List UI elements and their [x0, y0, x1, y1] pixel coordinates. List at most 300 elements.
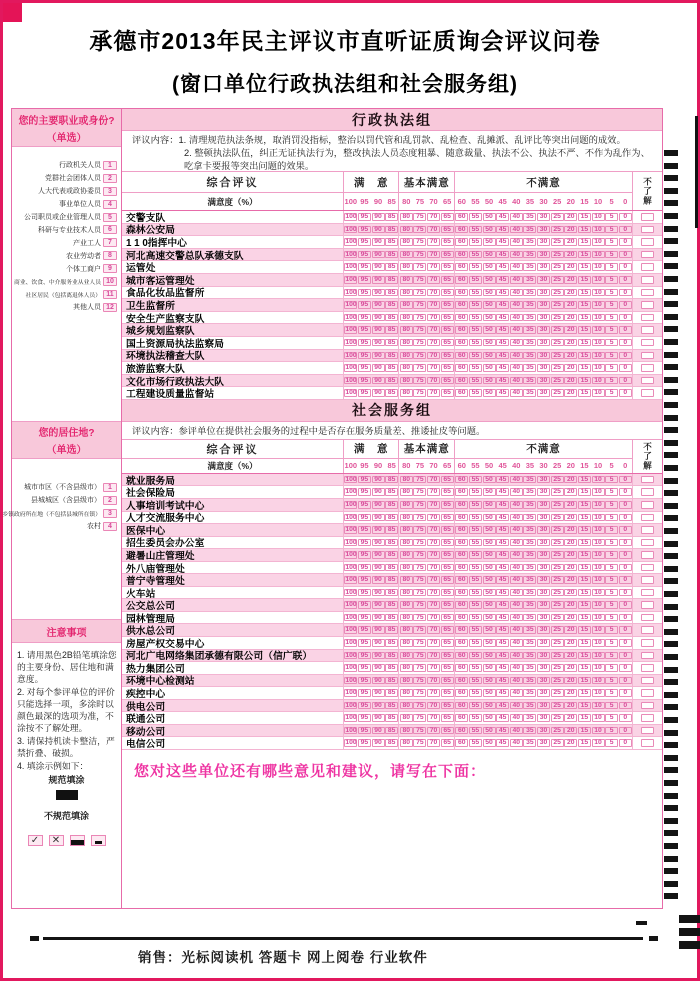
unknown-bubble[interactable] [641, 352, 654, 360]
option-bubble[interactable]: 9 [103, 264, 117, 273]
score-bubble[interactable]: 45 [496, 301, 509, 309]
score-bubble[interactable]: 10 [592, 301, 605, 309]
score-bubble[interactable]: 45 [496, 714, 509, 722]
score-bubble[interactable]: 90 [372, 564, 385, 572]
score-bubble[interactable]: 65 [441, 301, 454, 309]
score-bubble[interactable]: 5 [605, 339, 618, 347]
score-bubble[interactable]: 0 [619, 339, 632, 347]
score-bubble[interactable]: 70 [427, 639, 440, 647]
score-bubble[interactable]: 15 [578, 714, 591, 722]
score-bubble[interactable]: 20 [564, 589, 577, 597]
score-bubble[interactable]: 55 [469, 213, 482, 221]
score-bubble[interactable]: 40 [510, 314, 523, 322]
score-bubble[interactable]: 55 [469, 276, 482, 284]
score-bubble[interactable]: 100 [345, 563, 357, 571]
score-bubble[interactable]: 40 [510, 576, 523, 584]
score-bubble[interactable]: 30 [537, 339, 550, 347]
score-bubble[interactable]: 25 [551, 276, 564, 284]
score-bubble[interactable]: 40 [510, 677, 523, 685]
score-bubble[interactable]: 15 [578, 626, 591, 634]
unknown-bubble[interactable] [641, 614, 654, 622]
score-bubble[interactable]: 75 [413, 589, 426, 597]
score-bubble[interactable]: 95 [358, 576, 371, 584]
score-bubble[interactable]: 25 [551, 238, 564, 246]
score-bubble[interactable]: 100 [345, 351, 357, 359]
score-bubble[interactable]: 95 [358, 689, 371, 697]
score-bubble[interactable]: 20 [564, 326, 577, 334]
unknown-bubble[interactable] [641, 289, 654, 297]
score-bubble[interactable]: 45 [496, 539, 509, 547]
score-bubble[interactable]: 5 [605, 476, 618, 484]
score-bubble[interactable]: 15 [578, 326, 591, 334]
score-bubble[interactable]: 10 [592, 377, 605, 385]
score-bubble[interactable]: 95 [358, 476, 371, 484]
score-bubble[interactable]: 70 [427, 727, 440, 735]
score-bubble[interactable]: 80 [400, 551, 413, 559]
score-bubble[interactable]: 65 [441, 677, 454, 685]
score-bubble[interactable]: 60 [455, 476, 468, 484]
score-bubble[interactable]: 70 [427, 626, 440, 634]
score-bubble[interactable]: 10 [592, 476, 605, 484]
score-bubble[interactable]: 65 [441, 238, 454, 246]
score-bubble[interactable]: 65 [441, 389, 454, 397]
score-bubble[interactable]: 50 [483, 714, 496, 722]
score-bubble[interactable]: 85 [385, 226, 398, 234]
score-bubble[interactable]: 15 [578, 576, 591, 584]
score-bubble[interactable]: 70 [427, 251, 440, 259]
score-bubble[interactable]: 75 [413, 551, 426, 559]
score-bubble[interactable]: 25 [551, 377, 564, 385]
score-bubble[interactable]: 35 [523, 526, 536, 534]
score-bubble[interactable]: 65 [441, 626, 454, 634]
score-bubble[interactable]: 70 [427, 364, 440, 372]
score-bubble[interactable]: 45 [496, 664, 509, 672]
score-bubble[interactable]: 0 [619, 639, 632, 647]
unknown-bubble[interactable] [641, 488, 654, 496]
score-bubble[interactable]: 10 [592, 501, 605, 509]
score-bubble[interactable]: 40 [510, 377, 523, 385]
score-bubble[interactable]: 65 [441, 289, 454, 297]
score-bubble[interactable]: 5 [605, 238, 618, 246]
score-bubble[interactable]: 15 [578, 689, 591, 697]
score-bubble[interactable]: 35 [523, 314, 536, 322]
score-bubble[interactable]: 35 [523, 251, 536, 259]
score-bubble[interactable]: 60 [455, 714, 468, 722]
score-bubble[interactable]: 5 [605, 301, 618, 309]
score-bubble[interactable]: 95 [358, 352, 371, 360]
score-bubble[interactable]: 95 [358, 389, 371, 397]
score-bubble[interactable]: 20 [564, 339, 577, 347]
score-bubble[interactable]: 30 [537, 213, 550, 221]
score-bubble[interactable]: 15 [578, 601, 591, 609]
score-bubble[interactable]: 65 [441, 576, 454, 584]
score-bubble[interactable]: 20 [564, 476, 577, 484]
score-bubble[interactable]: 85 [385, 389, 398, 397]
score-bubble[interactable]: 90 [372, 238, 385, 246]
score-bubble[interactable]: 20 [564, 389, 577, 397]
score-bubble[interactable]: 5 [605, 251, 618, 259]
score-bubble[interactable]: 80 [400, 576, 413, 584]
score-bubble[interactable]: 55 [469, 564, 482, 572]
score-bubble[interactable]: 40 [510, 539, 523, 547]
score-bubble[interactable]: 0 [619, 689, 632, 697]
score-bubble[interactable]: 35 [523, 702, 536, 710]
score-bubble[interactable]: 5 [605, 539, 618, 547]
score-bubble[interactable]: 20 [564, 739, 577, 747]
unknown-bubble[interactable] [641, 314, 654, 322]
score-bubble[interactable]: 100 [345, 689, 357, 697]
score-bubble[interactable]: 85 [385, 488, 398, 496]
score-bubble[interactable]: 100 [345, 250, 357, 258]
score-bubble[interactable]: 100 [345, 701, 357, 709]
score-bubble[interactable]: 25 [551, 551, 564, 559]
score-bubble[interactable]: 80 [400, 213, 413, 221]
score-bubble[interactable]: 15 [578, 739, 591, 747]
score-bubble[interactable]: 10 [592, 564, 605, 572]
score-bubble[interactable]: 70 [427, 488, 440, 496]
unknown-bubble[interactable] [641, 213, 654, 221]
score-bubble[interactable]: 15 [578, 377, 591, 385]
score-bubble[interactable]: 25 [551, 226, 564, 234]
score-bubble[interactable]: 65 [441, 639, 454, 647]
score-bubble[interactable]: 75 [413, 377, 426, 385]
score-bubble[interactable]: 90 [372, 727, 385, 735]
score-bubble[interactable]: 30 [537, 702, 550, 710]
score-bubble[interactable]: 30 [537, 564, 550, 572]
score-bubble[interactable]: 55 [469, 576, 482, 584]
score-bubble[interactable]: 55 [469, 664, 482, 672]
option-bubble[interactable]: 12 [103, 303, 117, 312]
score-bubble[interactable]: 95 [358, 238, 371, 246]
score-bubble[interactable]: 75 [413, 677, 426, 685]
score-bubble[interactable]: 70 [427, 677, 440, 685]
score-bubble[interactable]: 30 [537, 551, 550, 559]
score-bubble[interactable]: 60 [455, 689, 468, 697]
score-bubble[interactable]: 35 [523, 226, 536, 234]
score-bubble[interactable]: 55 [469, 301, 482, 309]
score-bubble[interactable]: 10 [592, 339, 605, 347]
score-bubble[interactable]: 40 [510, 514, 523, 522]
score-bubble[interactable]: 30 [537, 689, 550, 697]
score-bubble[interactable]: 65 [441, 702, 454, 710]
score-bubble[interactable]: 90 [372, 389, 385, 397]
score-bubble[interactable]: 95 [358, 488, 371, 496]
score-bubble[interactable]: 0 [619, 213, 632, 221]
score-bubble[interactable]: 45 [496, 339, 509, 347]
unknown-bubble[interactable] [641, 626, 654, 634]
score-bubble[interactable]: 75 [413, 576, 426, 584]
score-bubble[interactable]: 55 [469, 389, 482, 397]
score-bubble[interactable]: 65 [441, 689, 454, 697]
score-bubble[interactable]: 95 [358, 652, 371, 660]
score-bubble[interactable]: 90 [372, 251, 385, 259]
score-bubble[interactable]: 50 [483, 352, 496, 360]
score-bubble[interactable]: 35 [523, 652, 536, 660]
score-bubble[interactable]: 5 [605, 488, 618, 496]
score-bubble[interactable]: 80 [400, 677, 413, 685]
score-bubble[interactable]: 100 [345, 501, 357, 509]
score-bubble[interactable]: 80 [400, 539, 413, 547]
score-bubble[interactable]: 75 [413, 727, 426, 735]
score-bubble[interactable]: 45 [496, 213, 509, 221]
score-bubble[interactable]: 70 [427, 564, 440, 572]
score-bubble[interactable]: 95 [358, 326, 371, 334]
score-bubble[interactable]: 20 [564, 213, 577, 221]
score-bubble[interactable]: 70 [427, 339, 440, 347]
score-bubble[interactable]: 0 [619, 352, 632, 360]
score-bubble[interactable]: 80 [400, 377, 413, 385]
unknown-bubble[interactable] [641, 664, 654, 672]
score-bubble[interactable]: 35 [523, 589, 536, 597]
unknown-bubble[interactable] [641, 263, 654, 271]
score-bubble[interactable]: 20 [564, 564, 577, 572]
score-bubble[interactable]: 90 [372, 689, 385, 697]
score-bubble[interactable]: 70 [427, 539, 440, 547]
score-bubble[interactable]: 85 [385, 601, 398, 609]
score-bubble[interactable]: 100 [345, 626, 357, 634]
score-bubble[interactable]: 10 [592, 739, 605, 747]
unknown-bubble[interactable] [641, 576, 654, 584]
score-bubble[interactable]: 50 [483, 576, 496, 584]
score-bubble[interactable]: 0 [619, 626, 632, 634]
score-bubble[interactable]: 30 [537, 589, 550, 597]
score-bubble[interactable]: 10 [592, 364, 605, 372]
score-bubble[interactable]: 80 [400, 263, 413, 271]
score-bubble[interactable]: 30 [537, 251, 550, 259]
score-bubble[interactable]: 50 [483, 689, 496, 697]
score-bubble[interactable]: 45 [496, 526, 509, 534]
score-bubble[interactable]: 80 [400, 739, 413, 747]
score-bubble[interactable]: 95 [358, 377, 371, 385]
score-bubble[interactable]: 65 [441, 488, 454, 496]
score-bubble[interactable]: 15 [578, 677, 591, 685]
score-bubble[interactable]: 90 [372, 501, 385, 509]
score-bubble[interactable]: 45 [496, 727, 509, 735]
score-bubble[interactable]: 65 [441, 589, 454, 597]
score-bubble[interactable]: 50 [483, 601, 496, 609]
score-bubble[interactable]: 5 [605, 576, 618, 584]
score-bubble[interactable]: 0 [619, 238, 632, 246]
score-bubble[interactable]: 5 [605, 226, 618, 234]
score-bubble[interactable]: 40 [510, 251, 523, 259]
score-bubble[interactable]: 75 [413, 364, 426, 372]
score-bubble[interactable]: 0 [619, 289, 632, 297]
score-bubble[interactable]: 45 [496, 289, 509, 297]
score-bubble[interactable]: 90 [372, 352, 385, 360]
score-bubble[interactable]: 40 [510, 238, 523, 246]
score-bubble[interactable]: 65 [441, 352, 454, 360]
score-bubble[interactable]: 80 [400, 702, 413, 710]
score-bubble[interactable]: 85 [385, 301, 398, 309]
score-bubble[interactable]: 50 [483, 526, 496, 534]
score-bubble[interactable]: 100 [345, 364, 357, 372]
score-bubble[interactable]: 0 [619, 276, 632, 284]
score-bubble[interactable]: 55 [469, 339, 482, 347]
score-bubble[interactable]: 70 [427, 289, 440, 297]
score-bubble[interactable]: 10 [592, 539, 605, 547]
score-bubble[interactable]: 80 [400, 364, 413, 372]
score-bubble[interactable]: 45 [496, 326, 509, 334]
score-bubble[interactable]: 60 [455, 589, 468, 597]
score-bubble[interactable]: 70 [427, 689, 440, 697]
score-bubble[interactable]: 100 [345, 613, 357, 621]
score-bubble[interactable]: 25 [551, 289, 564, 297]
score-bubble[interactable]: 5 [605, 314, 618, 322]
score-bubble[interactable]: 30 [537, 276, 550, 284]
score-bubble[interactable]: 55 [469, 289, 482, 297]
score-bubble[interactable]: 10 [592, 702, 605, 710]
score-bubble[interactable]: 70 [427, 263, 440, 271]
score-bubble[interactable]: 85 [385, 314, 398, 322]
score-bubble[interactable]: 95 [358, 263, 371, 271]
score-bubble[interactable]: 20 [564, 526, 577, 534]
score-bubble[interactable]: 10 [592, 514, 605, 522]
score-bubble[interactable]: 40 [510, 213, 523, 221]
score-bubble[interactable]: 10 [592, 714, 605, 722]
score-bubble[interactable]: 65 [441, 652, 454, 660]
score-bubble[interactable]: 40 [510, 526, 523, 534]
score-bubble[interactable]: 85 [385, 352, 398, 360]
unknown-bubble[interactable] [641, 276, 654, 284]
score-bubble[interactable]: 95 [358, 364, 371, 372]
score-bubble[interactable]: 75 [413, 213, 426, 221]
score-bubble[interactable]: 40 [510, 326, 523, 334]
score-bubble[interactable]: 20 [564, 314, 577, 322]
score-bubble[interactable]: 60 [455, 626, 468, 634]
score-bubble[interactable]: 85 [385, 689, 398, 697]
score-bubble[interactable]: 45 [496, 226, 509, 234]
score-bubble[interactable]: 50 [483, 614, 496, 622]
score-bubble[interactable]: 60 [455, 652, 468, 660]
score-bubble[interactable]: 25 [551, 639, 564, 647]
score-bubble[interactable]: 5 [605, 739, 618, 747]
score-bubble[interactable]: 65 [441, 377, 454, 385]
score-bubble[interactable]: 85 [385, 576, 398, 584]
score-bubble[interactable]: 5 [605, 702, 618, 710]
score-bubble[interactable]: 95 [358, 501, 371, 509]
unknown-bubble[interactable] [641, 501, 654, 509]
score-bubble[interactable]: 55 [469, 326, 482, 334]
score-bubble[interactable]: 20 [564, 501, 577, 509]
score-bubble[interactable]: 60 [455, 377, 468, 385]
score-bubble[interactable]: 0 [619, 526, 632, 534]
score-bubble[interactable]: 50 [483, 377, 496, 385]
score-bubble[interactable]: 25 [551, 488, 564, 496]
unknown-bubble[interactable] [641, 652, 654, 660]
score-bubble[interactable]: 5 [605, 652, 618, 660]
score-bubble[interactable]: 50 [483, 488, 496, 496]
score-bubble[interactable]: 90 [372, 601, 385, 609]
score-bubble[interactable]: 20 [564, 702, 577, 710]
score-bubble[interactable]: 70 [427, 601, 440, 609]
score-bubble[interactable]: 25 [551, 652, 564, 660]
score-bubble[interactable]: 20 [564, 238, 577, 246]
score-bubble[interactable]: 30 [537, 238, 550, 246]
score-bubble[interactable]: 35 [523, 238, 536, 246]
score-bubble[interactable]: 20 [564, 539, 577, 547]
score-bubble[interactable]: 25 [551, 352, 564, 360]
score-bubble[interactable]: 100 [345, 276, 357, 284]
score-bubble[interactable]: 95 [358, 614, 371, 622]
score-bubble[interactable]: 15 [578, 263, 591, 271]
score-bubble[interactable]: 70 [427, 501, 440, 509]
score-bubble[interactable]: 70 [427, 714, 440, 722]
score-bubble[interactable]: 30 [537, 739, 550, 747]
score-bubble[interactable]: 75 [413, 314, 426, 322]
score-bubble[interactable]: 30 [537, 389, 550, 397]
score-bubble[interactable]: 95 [358, 276, 371, 284]
score-bubble[interactable]: 25 [551, 739, 564, 747]
score-bubble[interactable]: 60 [455, 601, 468, 609]
score-bubble[interactable]: 100 [345, 301, 357, 309]
score-bubble[interactable]: 75 [413, 276, 426, 284]
score-bubble[interactable]: 80 [400, 226, 413, 234]
score-bubble[interactable]: 85 [385, 289, 398, 297]
score-bubble[interactable]: 50 [483, 226, 496, 234]
score-bubble[interactable]: 80 [400, 614, 413, 622]
score-bubble[interactable]: 25 [551, 514, 564, 522]
score-bubble[interactable]: 30 [537, 639, 550, 647]
score-bubble[interactable]: 30 [537, 677, 550, 685]
score-bubble[interactable]: 60 [455, 389, 468, 397]
score-bubble[interactable]: 30 [537, 352, 550, 360]
score-bubble[interactable]: 85 [385, 551, 398, 559]
option-bubble[interactable]: 7 [103, 238, 117, 247]
unknown-bubble[interactable] [641, 739, 654, 747]
score-bubble[interactable]: 100 [345, 526, 357, 534]
score-bubble[interactable]: 10 [592, 589, 605, 597]
unknown-bubble[interactable] [641, 727, 654, 735]
score-bubble[interactable]: 100 [345, 213, 357, 221]
score-bubble[interactable]: 10 [592, 551, 605, 559]
score-bubble[interactable]: 40 [510, 501, 523, 509]
score-bubble[interactable]: 40 [510, 601, 523, 609]
score-bubble[interactable]: 25 [551, 251, 564, 259]
score-bubble[interactable]: 50 [483, 326, 496, 334]
score-bubble[interactable]: 35 [523, 576, 536, 584]
score-bubble[interactable]: 75 [413, 476, 426, 484]
score-bubble[interactable]: 15 [578, 514, 591, 522]
score-bubble[interactable]: 25 [551, 677, 564, 685]
score-bubble[interactable]: 80 [400, 301, 413, 309]
score-bubble[interactable]: 20 [564, 488, 577, 496]
score-bubble[interactable]: 0 [619, 589, 632, 597]
score-bubble[interactable]: 60 [455, 314, 468, 322]
score-bubble[interactable]: 65 [441, 314, 454, 322]
score-bubble[interactable]: 15 [578, 238, 591, 246]
score-bubble[interactable]: 0 [619, 501, 632, 509]
score-bubble[interactable]: 55 [469, 251, 482, 259]
score-bubble[interactable]: 25 [551, 664, 564, 672]
unknown-bubble[interactable] [641, 339, 654, 347]
score-bubble[interactable]: 15 [578, 289, 591, 297]
score-bubble[interactable]: 55 [469, 377, 482, 385]
score-bubble[interactable]: 95 [358, 714, 371, 722]
score-bubble[interactable]: 0 [619, 677, 632, 685]
score-bubble[interactable]: 20 [564, 727, 577, 735]
score-bubble[interactable]: 75 [413, 289, 426, 297]
score-bubble[interactable]: 25 [551, 339, 564, 347]
score-bubble[interactable]: 85 [385, 476, 398, 484]
score-bubble[interactable]: 70 [427, 276, 440, 284]
score-bubble[interactable]: 50 [483, 251, 496, 259]
score-bubble[interactable]: 55 [469, 539, 482, 547]
score-bubble[interactable]: 85 [385, 614, 398, 622]
score-bubble[interactable]: 10 [592, 727, 605, 735]
score-bubble[interactable]: 5 [605, 689, 618, 697]
score-bubble[interactable]: 80 [400, 714, 413, 722]
score-bubble[interactable]: 15 [578, 664, 591, 672]
